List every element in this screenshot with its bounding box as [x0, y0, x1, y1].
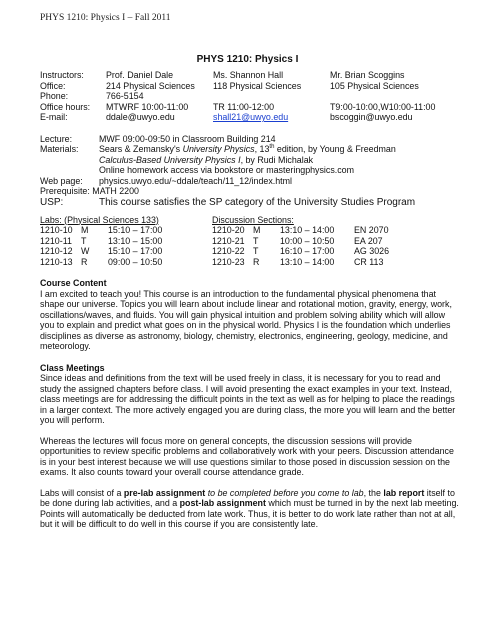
lab-section: 1210-13	[40, 256, 73, 267]
label-email: E-mail:	[40, 112, 68, 122]
section-schedules	[40, 215, 460, 268]
paragraph-emphasis: to be completed before you come to lab	[205, 487, 364, 498]
paragraph-text: which must be turned in by the next lab meeting. Points will automatically be deducted from late work. Thus, it is better to do work late rather than not at all, but it will be difficult to do well in this course if you are consistently late.	[40, 498, 459, 529]
ta1-email-link[interactable]: shall21@uwyo.edu	[213, 112, 289, 122]
ta2-name: Mr. Brian Scoggins	[330, 70, 405, 80]
materials-line-2	[40, 155, 460, 166]
lecture-value: MWF 09:00-09:50 in Classroom Building 214	[99, 133, 276, 144]
lab-section: 1210-11	[40, 235, 72, 246]
label-office: Office:	[40, 80, 66, 91]
discussion-heading: Discussion Sections:	[212, 214, 294, 225]
usp-label: USP:	[40, 196, 64, 208]
page-title: PHYS 1210: Physics I	[196, 54, 299, 65]
running-header: PHYS 1210: Physics I – Fall 2011	[40, 13, 171, 23]
staff-row-instructors	[40, 70, 460, 81]
instructor-office: 214 Physical Sciences	[106, 80, 195, 91]
discussion-room: EA 207	[354, 235, 383, 246]
lab-day: R	[81, 256, 88, 267]
lab-row	[40, 257, 212, 268]
discussion-row	[212, 225, 412, 236]
discussion-room: AG 3026	[354, 246, 390, 256]
lab-manual-title: Calculus-Based University Physics I	[99, 154, 241, 165]
prerequisite-value: MATH 2200	[92, 186, 139, 196]
staff-row-hours	[40, 102, 460, 113]
discussion-row	[212, 236, 412, 247]
class-meetings-heading: Class Meetings	[40, 362, 105, 373]
discussion-time: 16:10 – 17:00	[280, 246, 335, 256]
paragraph-text: itself to be done during lab activities, and a	[40, 487, 455, 508]
discussion-time: 13:10 – 14:00	[280, 225, 335, 235]
lecture-label: Lecture:	[40, 133, 73, 144]
discussion-time: 13:10 – 14:00	[280, 256, 335, 267]
web-page-line	[40, 176, 460, 187]
discussion-section: 1210-22	[212, 246, 245, 256]
instructor-phone: 766-5154	[106, 91, 144, 101]
lab-section: 1210-12	[40, 246, 73, 256]
paragraph-text: , the	[363, 487, 384, 498]
discussion-day: R	[253, 256, 260, 267]
label-office-hours: Office hours:	[40, 101, 91, 112]
lab-day: T	[81, 235, 87, 246]
instructor-email: ddale@uwyo.edu	[106, 112, 175, 122]
usp-value: This course satisfies the SP category of the University Studies Program	[99, 196, 416, 208]
class-meetings-paragraph-2: Whereas the lectures will focus more on general concepts, the discussion sessions will provide opportunities to review specific problems and collaboratively work with your peers. Discussion attendance is in your best interest because we will use questions similar to those posed in discussion session on the exams. It also counts toward your overall course attendance grade.	[40, 435, 454, 477]
syllabus-body	[40, 70, 460, 530]
materials-text: , 13	[254, 144, 270, 154]
lecture-line	[40, 134, 460, 145]
lab-time: 15:10 – 17:00	[108, 246, 163, 256]
lab-row	[40, 225, 212, 236]
ta2-office: 105 Physical Sciences	[330, 80, 419, 91]
ta2-email: bscoggin@uwyo.edu	[330, 112, 413, 122]
discussion-day: M	[253, 225, 261, 235]
lab-row	[40, 246, 212, 257]
materials-text: edition, by Young & Freedman	[274, 144, 396, 154]
ta1-office: 118 Physical Sciences	[213, 80, 302, 91]
instructor-hours: MTWRF 10:00-11:00	[106, 101, 189, 112]
paragraph-text: Labs will consist of a	[40, 487, 124, 498]
discussion-time: 10:00 – 10:50	[280, 235, 335, 246]
course-content-heading: Course Content	[40, 278, 107, 288]
discussion-schedule	[212, 215, 412, 268]
lab-time: 09:00 – 10:50	[108, 256, 163, 267]
lab-day: M	[81, 225, 89, 235]
web-page-label: Web page:	[40, 175, 83, 186]
discussion-room: EN 2070	[354, 225, 389, 235]
materials-text: Sears & Zemansky's	[99, 144, 183, 154]
discussion-day: T	[253, 235, 259, 246]
ta2-hours: T9:00-10:00,W10:00-11:00	[330, 101, 436, 112]
lab-row	[40, 236, 212, 247]
prerequisite-line	[40, 186, 460, 197]
discussion-row	[212, 246, 412, 257]
labs-schedule	[40, 215, 212, 268]
staff-row-email	[40, 112, 460, 123]
usp-line	[40, 197, 460, 209]
ta1-name: Ms. Shannon Hall	[213, 70, 284, 80]
textbook-title: University Physics	[182, 144, 255, 154]
label-instructors: Instructors:	[40, 70, 84, 80]
discussion-row	[212, 257, 412, 268]
lab-time: 13:10 – 15:00	[108, 235, 163, 246]
web-page-url[interactable]: physics.uwyo.edu/~ddale/teach/11_12/index.html	[99, 175, 292, 186]
instructor-name: Prof. Daniel Dale	[106, 70, 174, 80]
lab-report-term: lab report	[383, 487, 425, 498]
discussion-room: CR 113	[354, 256, 384, 267]
materials-label: Materials:	[40, 144, 79, 154]
materials-text: , by Rudi Michalak	[240, 154, 314, 165]
staff-row-phone	[40, 91, 460, 102]
class-meetings-paragraph-3	[40, 488, 460, 530]
lab-day: W	[81, 246, 90, 256]
class-meetings-paragraph-1: Since ideas and definitions from the text will be used freely in class, it is necessary for you to read and study the assigned chapters before class. I will avoid presenting the exact examples in your text. Instead, class meetings are for addressing the difficult points in the text as well as for helping to place the readings in a larger context. The more actively engaged you are during class, the more you will learn and the better you will perform.	[40, 373, 456, 425]
discussion-day: T	[253, 246, 259, 256]
materials-line	[40, 144, 460, 155]
labs-heading: Labs: (Physical Sciences 133)	[40, 214, 159, 225]
staff-row-office	[40, 81, 460, 92]
label-phone: Phone:	[40, 91, 69, 101]
discussion-section: 1210-21	[212, 235, 245, 246]
prerequisite-label: Prerequisite:	[40, 186, 90, 196]
edition-superscript: th	[269, 144, 275, 151]
pre-lab-term: pre-lab assignment	[123, 487, 206, 498]
lab-section: 1210-10	[40, 225, 73, 235]
lab-time: 15:10 – 17:00	[108, 225, 163, 235]
ta1-hours: TR 11:00-12:00	[213, 101, 275, 112]
materials-line-3: Online homework access via bookstore or masteringphysics.com	[99, 165, 355, 175]
course-content-paragraph: I am excited to teach you! This course is an introduction to the fundamental physical phenomena that shape our universe. Topics you will learn about include linear and rotational motion, gravity, energy, work, oscillations/waves, and fluids. You will gain physical intuition and problem solving ability which will allow you to explain and predict what goes on in the physical world. Physics I is the foundation which underlies disciplines as diverse as astronomy, biology, chemistry, electronics, engineering, geology, medicine, and meteorology.	[40, 288, 452, 351]
discussion-section: 1210-20	[212, 225, 245, 235]
discussion-section: 1210-23	[212, 256, 245, 267]
post-lab-term: post-lab assignment	[179, 498, 266, 508]
